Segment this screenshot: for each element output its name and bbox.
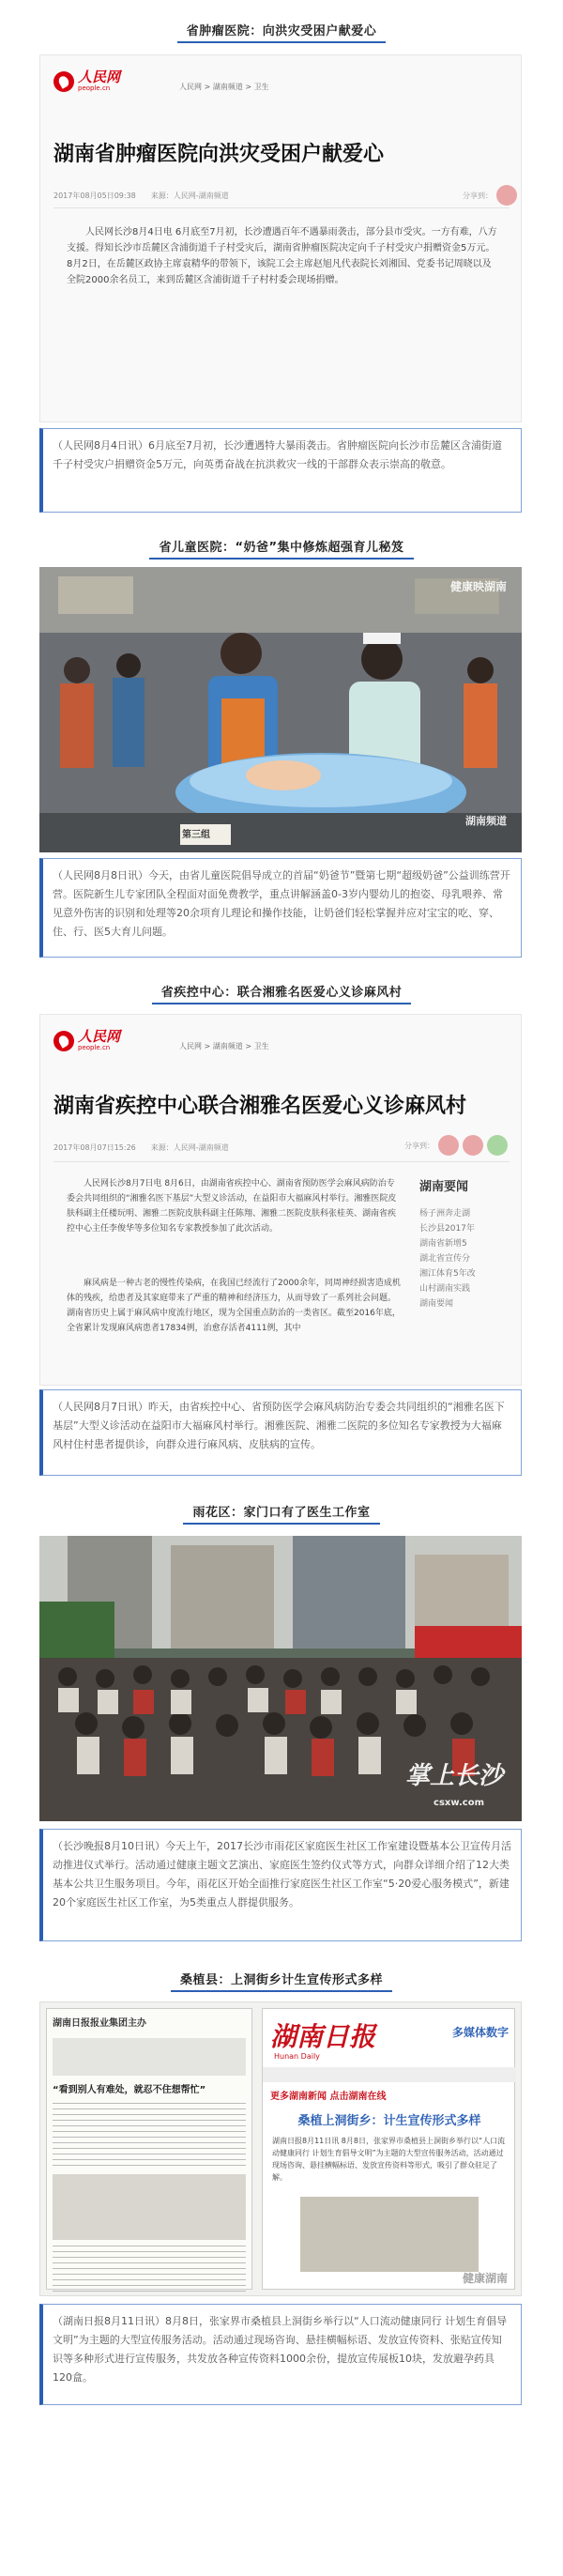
sidebar-news-item[interactable]: 山村湖南实践 [419, 1284, 471, 1294]
paper-more-link[interactable]: 更多湖南新闻 点击湖南在线 [270, 2092, 387, 2102]
sidebar-news-item[interactable]: 湖北省宣传分 [419, 1254, 471, 1264]
watermark-app-name: 掌上长沙 [404, 1762, 503, 1790]
share-label: 分享到： [404, 1141, 434, 1150]
section-header-children-hospital [0, 537, 563, 560]
section-header-yuhua [0, 1502, 563, 1525]
people-logo[interactable] [53, 70, 120, 92]
paper-article-body: 湖南日报8月11日讯 8月8日，张家界市桑植县上洞街乡举行以“人口流动健康同行 计划生育倡导文明”为主题的大型宣传服务活动，活动通过现场咨询、悬挂横幅标语、发放宣传资料等形式，吸引了群众驻足了解。 [272, 2137, 506, 2182]
paper-left-header: 湖南日报报业集团主办 [53, 2018, 146, 2029]
share-weibo-icon[interactable] [438, 1135, 459, 1156]
section-title: 省肿瘤医院：向洪灾受困户献爱心 [177, 21, 387, 43]
section-header-tumor-hospital [0, 21, 563, 43]
newspaper-article-page [262, 2008, 515, 2290]
article-meta: 2017年08月05日09:38 来源：人民网-湖南频道 [53, 192, 229, 200]
sidebar-news-item[interactable]: 长沙县2017年 [419, 1224, 475, 1234]
section-title: 省儿童医院：“奶爸”集中修炼超强育儿秘笈 [149, 537, 413, 560]
article-body-para1: 人民网长沙8月7日电 8月6日，由湖南省疾控中心、湖南省预防医学会麻风病防治专委会共同组织的“湘雅名医下基层”大型义诊活动，在益阳市大福麻风村举行。湘雅医院皮肤科副主任楼玩明、湘雅二医院皮肤科副主任陈翔、湘雅二医院皮肤科张桂英、湖南省疾控中心主任李俊华等多位知名专家教授参加了此次活动。 [67, 1179, 397, 1234]
article-body: 人民网长沙8月4日电 6月底至7月初，长沙遭遇百年不遇暴雨袭击，部分县市受灾。一方有难，八方支援。得知长沙市岳麓区含浦街道千子村受灾后，湖南省肿瘤医院决定向千子村受灾户捐赠资金5万元。8月2日，在岳麓区政协主席袁精华的带领下，该院工会主席赵旭凡代表院长刘湘国、党委书记周晓以及全院2000余名员工，来到岳麓区含浦街道千子村村委会现场捐赠。 [67, 227, 497, 285]
article-headline: 湖南省肿瘤医院向洪灾受困户献爱心 [53, 143, 385, 166]
newspaper-screenshot [39, 2001, 522, 2296]
share-wechat-icon[interactable] [487, 1135, 508, 1156]
article-body-para2: 麻风病是一种古老的慢性传染病，在我国已经流行了2000余年，同周神经损害造成机体的残疾，给患者及其家庭带来了严重的精神和经济压力，从而导致了一系列社会问题。湖南省历史上属于麻风病中度流行地区，现为全国重点防治的一类省区。截至2016年底，全省累计发现麻风病患者17834例，治愈存活者4111例，其中 [67, 1279, 401, 1333]
breadcrumb[interactable]: 人民网 > 湖南频道 > 卫生 [179, 1042, 269, 1050]
watermark-brand: 健康湖南 [462, 2272, 508, 2285]
summary-quote-sangzhi: （湖南日报8月11日讯）8月8日，张家界市桑植县上洞街乡举行以“人口流动健康同行 计划生育倡导文明”为主题的大型宣传服务活动。活动通过现场咨询、悬挂横幅标语、发放宣传资料、张贴宣传知识等多种形式进行宣传服务，共发放各种宣传资料1000余份，提放宣传展板10块，发放避孕药具120盒。 [39, 2304, 522, 2405]
section-title: 雨花区：家门口有了医生工作室 [183, 1502, 379, 1525]
sidebar-news-item[interactable]: 湖南要闻 [419, 1299, 454, 1309]
logo-subtext: people.cn [78, 84, 111, 92]
share-qq-icon[interactable] [463, 1135, 483, 1156]
summary-quote-cdc: （人民网8月7日讯）昨天，由省疾控中心、省预防医学会麻风病防治专委会共同组织的“湘雅名医下基层”大型义诊活动在益阳市大福麻风村举行。湘雅医院、湘雅二医院的多位知名专家教授为大福麻风村住村患者提供诊，向群众进行麻风病、皮肤病的宣传。 [39, 1389, 522, 1476]
crowd-event-photo [39, 1536, 522, 1821]
share-bar [404, 1135, 508, 1156]
article-card-cdc [39, 1014, 522, 1386]
paper-masthead-en: Hunan Daily [274, 2052, 320, 2061]
summary-quote-children-hospital: （人民网8月8日讯）今天，由省儿童医院倡导成立的首届“奶爸节”暨第七期“超级奶爸”公益训练营开营。医院新生儿专家团队全程面对面免费教学，重点讲解涵盖0-3岁内婴幼儿的抱姿、母乳喂养、常见意外伤害的识别和处理等20余项育儿理论和操作技能，让奶爸们轻松掌握并应对宝宝的吃、穿、住、行、医5大育儿问题。 [39, 858, 522, 958]
divider [53, 207, 510, 208]
paper-masthead: 湖南日报 [270, 2021, 376, 2052]
watermark-url: csxw.com [434, 1798, 484, 1808]
share-weibo-icon[interactable] [496, 185, 517, 206]
summary-quote-tumor-hospital: （人民网8月4日讯）6月底至7月初，长沙遭遇特大暴雨袭击。省肿瘤医院向长沙市岳麓区含浦街道千子村受灾户捐赠资金5万元，向英勇奋战在抗洪救灾一线的干部群众表示崇高的敬意。 [39, 428, 522, 513]
people-logo-icon [53, 71, 74, 92]
section-header-cdc [0, 982, 563, 1004]
people-logo[interactable] [53, 1030, 120, 1051]
divider [53, 1161, 510, 1162]
section-title: 省疾控中心：联合湘雅名医爱心义诊麻风村 [152, 982, 412, 1004]
sidebar-news-item[interactable]: 湖南省新增5 [419, 1239, 467, 1249]
logo-subtext: people.cn [78, 1044, 111, 1051]
sign-card: 第三组 [182, 830, 210, 840]
people-logo-icon [53, 1031, 74, 1051]
newspaper-page-thumbnail[interactable] [46, 2008, 252, 2290]
sidebar-news-list [419, 1206, 513, 1311]
paper-left-headline: “看到别人有难处，就忍不住想帮忙” [53, 2085, 206, 2095]
article-headline: 湖南省疾控中心联合湘雅名医爱心义诊麻风村 [53, 1095, 467, 1118]
sidebar-news-item[interactable]: 湘江体育5年改 [419, 1269, 476, 1279]
sidebar-news-item[interactable]: 杨子洲奔走湖 [419, 1209, 471, 1219]
watermark-station: 湖南频道 [465, 815, 507, 827]
breadcrumb[interactable]: 人民网 > 湖南频道 > 卫生 [179, 83, 269, 91]
training-photo [39, 567, 522, 852]
section-title: 桑植县：上洞街乡计生宣传形式多样 [171, 1970, 392, 1992]
logo-text: 人民网 [78, 69, 121, 85]
watermark-brand: 健康映湖南 [449, 580, 507, 593]
training-photo-illustration [39, 567, 522, 852]
sidebar-title: 湖南要闻 [419, 1180, 469, 1194]
paper-article-title: 桑植上洞街乡：计生宣传形式多样 [297, 2114, 481, 2128]
section-header-sangzhi [0, 1970, 563, 1992]
share-label: 分享到： [463, 191, 493, 200]
summary-quote-yuhua: （长沙晚报8月10日讯）今天上午，2017长沙市雨花区家庭医生社区工作室建设暨基本公卫宣传月活动推进仪式举行。活动通过健康主题文艺演出、家庭医生签约仪式等方式，向群众详细介绍了12大类基本公共卫生服务项目。今年，雨花区开始全面推行家庭医生社区工作室“5·20爱心服务模式”，新建20个家庭医生社区工作室，为5类重点人群提供服务。 [39, 1829, 522, 1941]
paper-service-label: 多媒体数字 [451, 2026, 509, 2039]
article-card-tumor-hospital [39, 54, 522, 422]
share-bar [463, 185, 517, 206]
article-meta: 2017年08月07日15:26 来源：人民网-湖南频道 [53, 1143, 229, 1152]
logo-text: 人民网 [78, 1028, 121, 1045]
